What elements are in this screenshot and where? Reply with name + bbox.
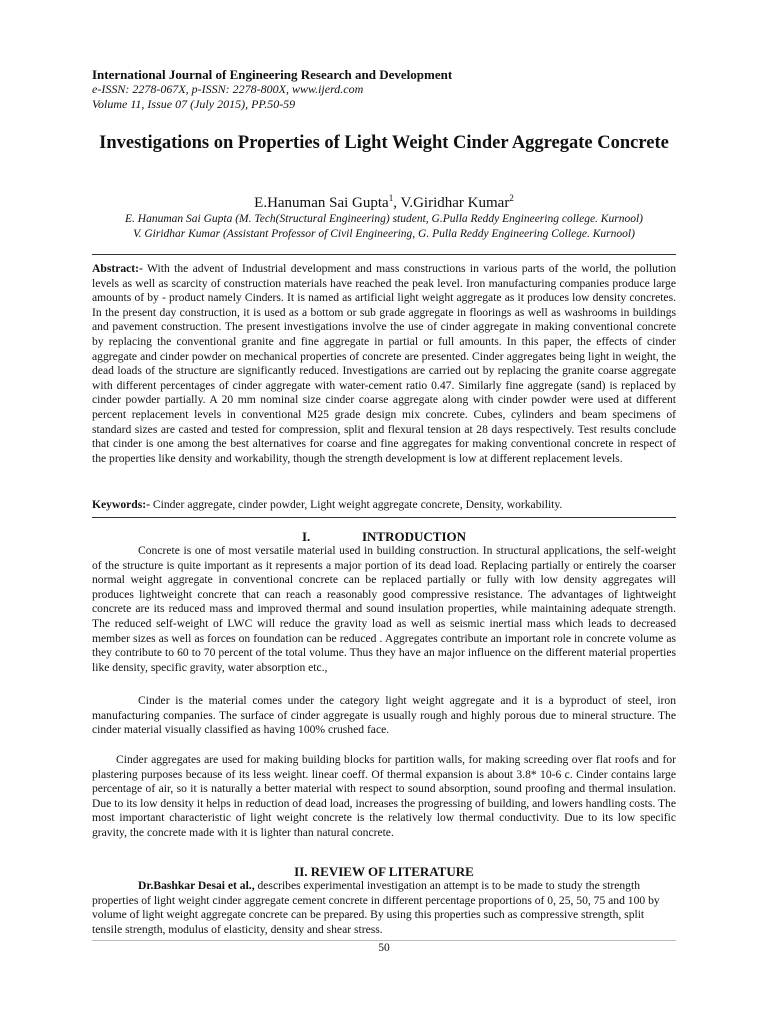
author-separator: , — [393, 195, 401, 211]
intro-paragraph-3: Cinder aggregates are used for making building blocks for partition walls, for making screeding over flat roofs and for plastering purposes because of its less weight. linear coeff. Of thermal expansion is about 3.8* 10-6 c. Cinder contains large percentage of air, so it is naturally a better material with respect to sound absorption, sound proofing and thermal insulation. Due to its low density it helps in reduction of dead load, increases the progressing of building, and lowers handling costs. The most important characteristic of light weight concrete is the relatively low thermal conductivity. Due to its low specific gravity, the concrete made with it is lighter than natural concrete. — [92, 753, 676, 839]
intro-paragraph-1: Concrete is one of most versatile material used in building construction. In structural applications, the self-weight of the structure is quite important as it represents a major portion of its dead load. Replacing partially or entirely the coarser normal weight aggregate in conventional concrete can be replaced partially or fully with low density aggregates will produces lightweight concrete that can reach a reasonably good compressive resistance. The advantages of lightweight concrete are its reduced mass and improved thermal and sound insulation properties, while maintaining adequate strength. The reduced self-weight of LWC will reduce the gravity load as well as seismic inertial mass which leads to decreased member sizes as well as forces on foundation can be reduced . Aggregates contribute an important role in concrete volume as they contribute to 60 to 70 percent of the total volume. Thus they have an major influence on the different material properties like density, specific gravity, water absorption etc., — [92, 544, 676, 674]
journal-header — [92, 67, 682, 112]
intro-paragraph-2: Cinder is the material comes under the category light weight aggregate and it is a byproduct of steel, iron manufacturing companies. The surface of cinder aggregate is usually rough and highly porous due to mineral structure. The cinder material visually classified as having 100% crushed face. — [92, 694, 676, 737]
author-2-sup: 2 — [509, 193, 514, 203]
page-number: 50 — [378, 942, 390, 954]
author-line — [92, 193, 676, 212]
journal-issn: e-ISSN: 2278-067X, p-ISSN: 2278-800X, www.ijerd.com — [92, 82, 364, 96]
section-title: INTRODUCTION — [361, 529, 466, 544]
author-2: V.Giridhar Kumar — [400, 195, 510, 211]
abstract-top-rule — [92, 254, 676, 255]
affiliation-2: V. Giridhar Kumar (Assistant Professor of Civil Engineering, G. Pulla Reddy Engineering College. Kurnool) — [133, 228, 635, 240]
keywords-label: Keywords:- — [92, 498, 150, 511]
abstract-text: With the advent of Industrial development and mass constructions in various parts of the world, the pollution levels as well as scarcity of construction materials have reached the peak level. Iron manufacturing companies produce large amounts of by - product namely Cinders. It is named as artificial light weight aggregate as it produces low density concretes. In the present day construction, it is used as a bottom or sub grade aggregate in floorings as well as washrooms in buildings and pavement construction. The present investigations involve the use of cinder aggregate in making conventional concrete by replacing the conventional granite and fine aggregate in partial or full amounts. In this paper, the effects of cinder aggregate and cinder powder on mechanical properties of concrete are presented. Cinder aggregates being light in weight, the dead loads of the structure are significantly reduced. Investigations are carried out by replacing the granite coarse aggregate with different percentages of cinder aggregate with water-cement ratio 0.47. Similarly fine aggregate (sand) is replaced by cinder powder partially. A 20 mm nominal size cinder coarse aggregate along with cinder powder were used at different percent replacement levels in conventional M25 grade design mix concrete. Cubes, cylinders and beam specimens of standard sizes are casted and tested for compression, split and flexural tension at 28 days respectively. Test results conclude that cinder is one among the best alternatives for coarse and fine aggregates for making conventional concrete in respect of the properties like density and workability, though the strength development is low at different replacement levels. — [92, 262, 676, 465]
author-1: E.Hanuman Sai Gupta — [254, 195, 389, 211]
journal-volume: Volume 11, Issue 07 (July 2015), PP.50-59 — [92, 97, 296, 111]
abstract — [92, 262, 676, 466]
section-number: I. — [301, 529, 311, 544]
abstract-label: Abstract:- — [92, 262, 143, 275]
journal-name: International Journal of Engineering Research and Development — [92, 67, 453, 82]
review-lead-author: Dr.Bashkar Desai et al., — [138, 879, 255, 892]
review-paragraph-1 — [92, 879, 676, 937]
keywords-bottom-rule — [92, 517, 676, 518]
section-heading-review: II. REVIEW OF LITERATURE — [294, 864, 474, 879]
author-1-sup: 1 — [388, 193, 394, 203]
footer-rule — [92, 940, 676, 941]
paper-title: Investigations on Properties of Light Weight Cinder Aggregate Concrete — [99, 133, 669, 153]
keywords-text: Cinder aggregate, cinder powder, Light weight aggregate concrete, Density, workability. — [149, 498, 563, 511]
keywords — [92, 498, 676, 512]
section-heading-introduction — [92, 529, 676, 545]
review-text: describes experimental investigation an attempt is to be made to study the strength properties of light weight cinder aggregate cement concrete in different percentage proportions of 0, 25, 50, 75 and 100 by volume of light weight aggregate concrete can be prepared. By using this properties such as compressive strength, split tensile strength, modulus of elasticity, density and shear stress. — [92, 879, 660, 936]
affiliation-1: E. Hanuman Sai Gupta (M. Tech(Structural Engineering) student, G.Pulla Reddy Engineering college. Kurnool) — [125, 213, 643, 225]
